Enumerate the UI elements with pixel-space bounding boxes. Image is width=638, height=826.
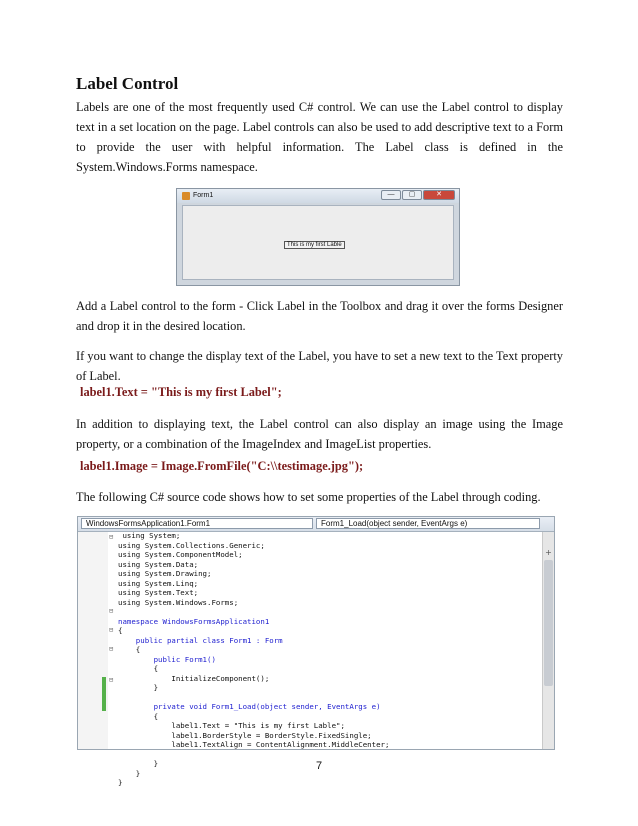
minimize-icon: — <box>381 190 401 200</box>
code-line: label1.TextAlign = ContentAlignment.MiddleCenter; <box>118 740 390 749</box>
code-line: label1.Text = "This is my first Lable"; <box>118 721 345 730</box>
close-icon: ✕ <box>423 190 455 200</box>
code-line: private void Form1_Load(object sender, EventArgs e) <box>118 702 381 711</box>
code-line: using System.Windows.Forms; <box>118 597 239 607</box>
fold-icon: ⊟ <box>109 607 114 615</box>
scroll-up-icon: + <box>545 548 552 557</box>
code-line: namespace WindowsFormsApplication1 <box>118 616 270 626</box>
code-line: } <box>118 778 123 787</box>
code-line: { <box>118 711 159 721</box>
code-line: } <box>118 759 159 768</box>
editor-scrollbar <box>542 532 554 749</box>
image-paragraph: In addition to displaying text, the Label control can also display an image using the Image property, or a combination of the ImageIndex and ImageList properties. <box>76 417 563 451</box>
code-line: } <box>118 768 141 778</box>
code-line: using System.Data; <box>118 559 199 569</box>
fold-icon: ⊟ <box>109 676 114 684</box>
code-line: public partial class Form1 : Form <box>118 635 283 645</box>
form-label-control: This is my first Lable <box>284 241 345 249</box>
add-label-paragraph: Add a Label control to the form - Click Label in the Toolbox and drag it over the forms Designer and drop it in the desired location. <box>76 299 563 333</box>
fold-icon: ⊟ <box>109 645 114 653</box>
code-label-text: label1.Text = "This is my first Label"; <box>80 385 282 399</box>
form-titlebar <box>177 189 459 203</box>
fold-icon: ⊟ <box>109 533 114 541</box>
form-client-area <box>182 205 454 280</box>
page-number: 7 <box>315 760 323 772</box>
form-screenshot <box>176 188 460 286</box>
class-combo: WindowsFormsApplication1.Form1 <box>81 518 313 529</box>
editor-navigation-bar <box>78 517 554 532</box>
fold-icon: ⊟ <box>109 626 114 634</box>
code-line: } <box>118 683 159 692</box>
code-line: using System.Drawing; <box>118 569 212 578</box>
source-intro-paragraph: The following C# source code shows how to set some properties of the Label through coding. <box>76 490 541 504</box>
scrollbar-thumb <box>544 560 553 686</box>
change-marker <box>102 677 106 711</box>
code-line: using System.Collections.Generic; <box>118 540 265 550</box>
code-line: using System; <box>122 531 181 540</box>
intro-paragraph: Labels are one of the most frequently used C# control. We can use the Label control to display text in a set location on the page. Label controls can also be used to add descriptive text to a Form to provide the user with helpful information. The Label class is defined in the System.Windows.Forms namespace. <box>76 100 563 174</box>
code-line: { <box>118 645 141 654</box>
section-heading: Label Control <box>76 74 179 93</box>
form-title: Form1 <box>193 192 214 199</box>
form-app-icon <box>182 192 190 200</box>
code-line: label1.BorderStyle = BorderStyle.FixedSingle; <box>118 730 372 740</box>
code-label-image: label1.Image = Image.FromFile("C:\\testimage.jpg"); <box>80 459 364 473</box>
change-text-paragraph: If you want to change the display text of the Label, you have to set a new text to the Text property of Label. <box>76 349 563 383</box>
maximize-icon: ▢ <box>402 190 422 200</box>
code-line: { <box>118 664 159 673</box>
code-line: InitializeComponent(); <box>118 673 270 683</box>
editor-gutter <box>78 532 108 749</box>
member-combo: Form1_Load(object sender, EventArgs e) <box>316 518 540 529</box>
code-block <box>118 531 389 788</box>
code-line: using System.Linq; <box>118 578 199 588</box>
code-line: public Form1() <box>118 654 216 664</box>
code-line: { <box>118 626 123 635</box>
code-editor-screenshot <box>77 516 555 787</box>
code-line: using System.ComponentModel; <box>118 550 243 559</box>
code-line: using System.Text; <box>118 588 199 597</box>
